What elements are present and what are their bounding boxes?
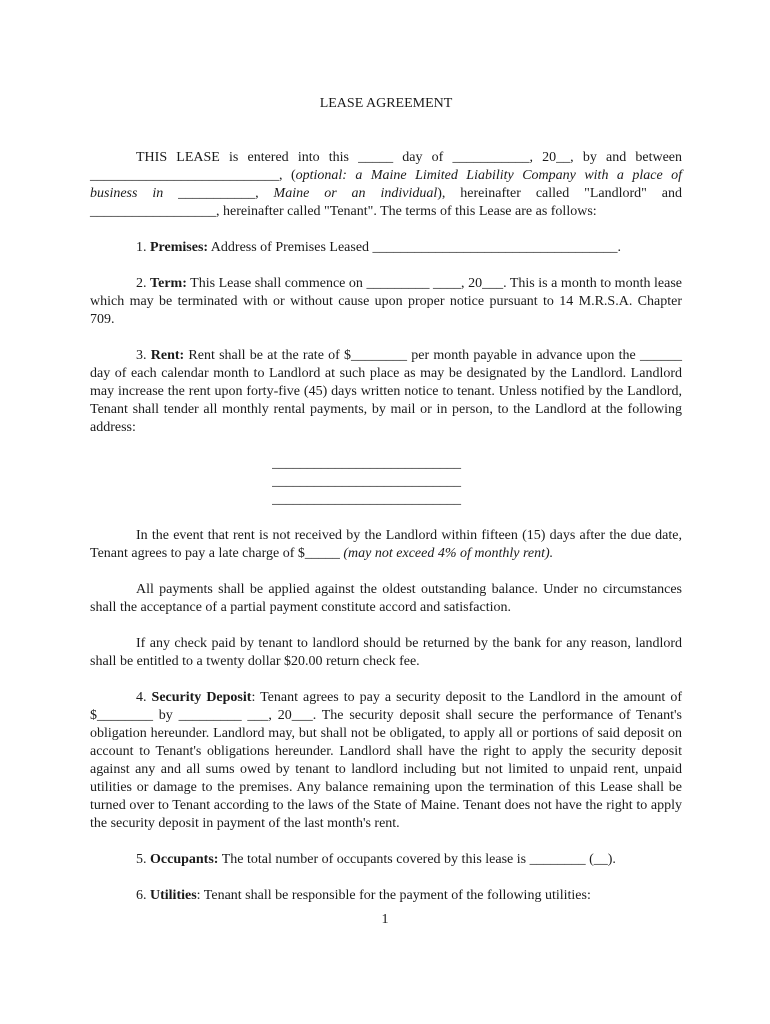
lease-body [90, 95, 682, 923]
section-heading: Rent: [150, 348, 185, 363]
page-number: 1 [381, 912, 389, 927]
section-occupants [90, 851, 682, 869]
section-heading: Term: [150, 276, 187, 291]
late-charge-text: In the event that rent is not received by the Landlord within fifteen (15) days after the due date, Tenant agrees to pay a late charge of $_____ [90, 528, 682, 561]
section-term [90, 275, 682, 329]
section-heading: Occupants: [150, 852, 219, 867]
intro-paragraph [90, 149, 682, 221]
section-text: : Tenant agrees to pay a security deposit to the Landlord in the amount of $________ by _________ ___, 20___. The security deposit shall secure the performance of Tenant's obligation hereunder. Landlord may, but shall not be obligated, to apply all or portions of said deposit on account to Tenant's obligations hereunder. Landlord shall have the right to apply the security deposit against any and all sums owed by tenant to landlord including but not limited to unpaid rent, unpaid utilities or damage to the premises. Any balance remaining upon the termination of this Lease shall be turned over to Tenant according to the laws of the State of Maine. Tenant does not have the right to apply the security deposit in payment of the last month's rent. [90, 690, 682, 831]
address-line: ___________________________ [272, 474, 461, 489]
section-number: 1. [136, 240, 147, 255]
document-title: LEASE AGREEMENT [319, 96, 453, 111]
section-text: : Tenant shall be responsible for the payment of the following utilities: [196, 888, 591, 903]
address-line: ___________________________ [272, 492, 461, 507]
section-text: The total number of occupants covered by this lease is ________ (__). [218, 852, 616, 867]
section-text: Rent shall be at the rate of $________ per month payable in advance upon the ______ day of each calendar month to Landlord at such place as may be designated by the Landlord. Landlord may increase the rent upon forty-five (45) days written notice to tenant. Unless notified by the Landlord, Tenant shall tender all monthly rental payments, by mail or in person, to the Landlord at the following address: [90, 348, 683, 435]
section-heading: Utilities [150, 888, 197, 903]
section-text: Address of Premises Leased ___________________________________. [208, 240, 622, 255]
section-utilities [90, 887, 682, 905]
address-line: ___________________________ [272, 456, 461, 471]
section-rent [90, 347, 682, 437]
intro-text-1: THIS LEASE is entered into this _____ day of ___________, 20__, by and between ___________________________, ( [90, 150, 682, 183]
section-number: 3. [136, 348, 147, 363]
section-number: 5. [136, 852, 147, 867]
address-lines [272, 455, 472, 509]
section-number: 6. [136, 888, 147, 903]
intro-italic: optional: a Maine Limited Liability Company with a place of business in ___________, Maine or an individual [90, 168, 682, 201]
section-heading: Premises: [150, 240, 209, 255]
late-charge-italic: (may not exceed 4% of monthly rent). [343, 546, 554, 561]
late-charge-paragraph [90, 527, 682, 563]
intro-text-2: ), hereinafter called "Landlord" and __________________, hereinafter called "Tenant". The terms of this Lease are as follows: [90, 186, 682, 219]
section-number: 2. [136, 276, 147, 291]
section-number: 4. [136, 690, 147, 705]
returned-check-paragraph: If any check paid by tenant to landlord should be returned by the bank for any reason, landlord shall be entitled to a twenty dollar $20.00 return check fee. [90, 636, 682, 669]
payments-paragraph: All payments shall be applied against the oldest outstanding balance. Under no circumstances shall the acceptance of a partial payment constitute accord and satisfaction. [90, 582, 682, 615]
section-heading: Security Deposit [151, 690, 252, 705]
section-text: This Lease shall commence on _________ ____, 20___. This is a month to month lease which may be terminated with or without cause upon proper notice pursuant to 14 M.R.S.A. Chapter 709. [90, 276, 682, 327]
section-premises [90, 239, 682, 257]
section-security-deposit [90, 689, 682, 833]
